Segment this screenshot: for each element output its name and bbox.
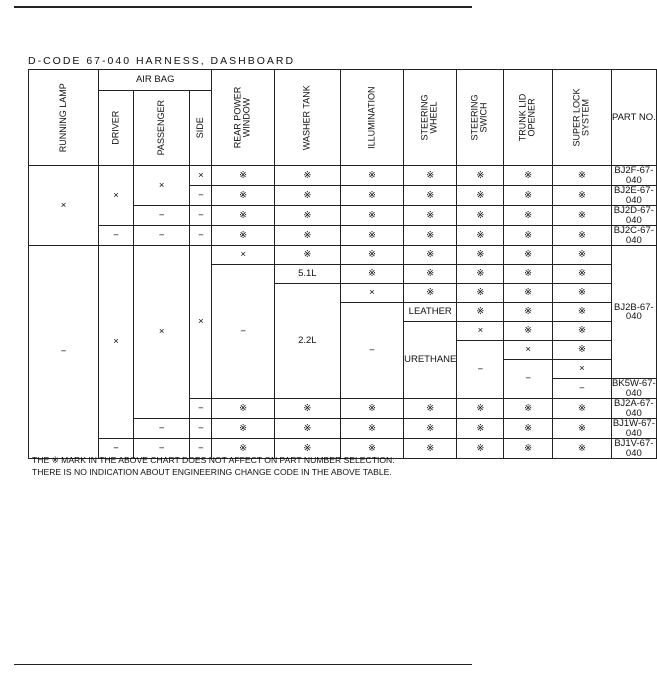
- cell-driver: −: [99, 439, 134, 459]
- cell-mark: ※: [457, 419, 504, 439]
- cell-mark: ※: [340, 186, 403, 206]
- cell-mark: ※: [404, 226, 457, 246]
- header-rear-power-window: REAR POWER WINDOW: [212, 70, 275, 166]
- cell-mark: ※: [340, 439, 403, 459]
- cell-running-lamp: −: [29, 246, 99, 459]
- bottom-rule: [14, 664, 472, 665]
- part-number: BJ1W-67-040: [612, 418, 655, 439]
- header-passenger: PASSENGER: [134, 91, 190, 166]
- cell-mark: ※: [212, 166, 275, 186]
- cell-mark: ※: [504, 265, 553, 284]
- part-number: BJ2C-67-040: [611, 226, 656, 246]
- header-steering-switch: STEERING SWICH: [457, 70, 504, 166]
- cell-mark: ※: [552, 246, 611, 265]
- cell-mark: ※: [274, 246, 340, 265]
- cell-mark: ※: [404, 284, 457, 303]
- cell-mark: ※: [212, 419, 275, 439]
- cell-mark: ※: [404, 265, 457, 284]
- header-washer-tank: WASHER TANK: [274, 70, 340, 166]
- cell-mark: ※: [404, 206, 457, 226]
- cell-mark: ※: [552, 166, 611, 186]
- part-number: BJ2E-67-040: [611, 186, 656, 206]
- cell-mark: ※: [274, 186, 340, 206]
- part-number: BJ2A-67-040: [611, 399, 656, 419]
- header-illumination: ILLUMINATION: [340, 70, 403, 166]
- cell-mark: ※: [504, 322, 553, 341]
- part-number: BJ2B-67-040: [611, 246, 656, 379]
- cell-side: −: [190, 419, 212, 439]
- cell-mark: ※: [404, 439, 457, 459]
- cell-mark: ※: [552, 419, 611, 439]
- cell-mark: ※: [457, 166, 504, 186]
- cell-mark: ※: [274, 399, 340, 419]
- cell-mark: ※: [552, 206, 611, 226]
- footnote-2: THERE IS NO INDICATION ABOUT ENGINEERING CHANGE CODE IN THE ABOVE TABLE.: [32, 467, 392, 477]
- cell-mark: ※: [504, 439, 553, 459]
- cell-mark: ※: [340, 166, 403, 186]
- cell-trunk-lid-opener: ×: [504, 341, 553, 360]
- cell-mark: ※: [212, 226, 275, 246]
- header-part-no: PART NO.: [611, 70, 656, 166]
- cell-mark: ※: [552, 303, 611, 322]
- cell-side: −: [190, 399, 212, 419]
- header-side: SIDE: [190, 91, 212, 166]
- cell-driver: ×: [99, 246, 134, 439]
- cell-mark: ※: [340, 265, 403, 284]
- cell-mark: ※: [457, 206, 504, 226]
- parts-table: [28, 69, 657, 459]
- cell-mark: ※: [212, 206, 275, 226]
- page-title: D-CODE 67-040 HARNESS, DASHBOARD: [28, 55, 296, 67]
- cell-mark: ※: [340, 246, 403, 265]
- header-steering-wheel: STEERING WHEEL: [404, 70, 457, 166]
- cell-mark: ※: [457, 226, 504, 246]
- cell-mark: ※: [504, 206, 553, 226]
- part-number: BK5W-67-040: [612, 378, 656, 399]
- header-air-bag: AIR BAG: [99, 70, 212, 91]
- cell-mark: ※: [504, 419, 553, 439]
- cell-passenger: ×: [134, 246, 190, 419]
- cell-mark: ※: [504, 186, 553, 206]
- cell-mark: ※: [504, 246, 553, 265]
- cell-mark: ※: [212, 186, 275, 206]
- cell-rear-power-window: −: [212, 265, 275, 399]
- cell-mark: ※: [504, 284, 553, 303]
- cell-side: −: [190, 186, 212, 206]
- cell-mark: ※: [212, 439, 275, 459]
- cell-driver: −: [99, 226, 134, 246]
- header-super-lock-system: SUPER LOCK SYSTEM: [552, 70, 611, 166]
- cell-passenger: −: [134, 419, 190, 439]
- cell-mark: ※: [552, 284, 611, 303]
- cell-mark: ※: [274, 419, 340, 439]
- cell-mark: ※: [404, 186, 457, 206]
- cell-illumination: ×: [340, 284, 403, 303]
- cell-trunk-lid-opener: −: [504, 360, 553, 399]
- cell-driver: ×: [99, 166, 134, 226]
- cell-mark: ※: [552, 439, 611, 459]
- cell-side: ×: [190, 246, 212, 399]
- cell-mark: ※: [504, 226, 553, 246]
- cell-mark: ※: [212, 399, 275, 419]
- cell-illumination: −: [340, 303, 403, 399]
- cell-mark: ※: [404, 399, 457, 419]
- cell-mark: ※: [340, 226, 403, 246]
- cell-steering-switch: −: [457, 341, 504, 399]
- cell-mark: ※: [552, 186, 611, 206]
- part-number: BJ2F-67-040: [611, 166, 656, 186]
- part-number: BJ1V-67-040: [611, 439, 656, 459]
- cell-steering-wheel: URETHANE: [404, 322, 457, 399]
- cell-mark: ※: [504, 303, 553, 322]
- cell-mark: ※: [457, 246, 504, 265]
- cell-mark: ※: [504, 399, 553, 419]
- cell-mark: ※: [404, 419, 457, 439]
- cell-mark: ※: [457, 265, 504, 284]
- cell-mark: ※: [552, 265, 611, 284]
- cell-mark: ※: [504, 166, 553, 186]
- cell-passenger: −: [134, 439, 190, 459]
- cell-mark: ※: [274, 206, 340, 226]
- top-rule: [14, 6, 472, 8]
- cell-mark: ※: [340, 419, 403, 439]
- cell-mark: ※: [552, 322, 611, 341]
- header-running-lamp: RUNNING LAMP: [29, 70, 99, 166]
- cell-rear-power-window: ×: [212, 246, 275, 265]
- cell-mark: ※: [552, 226, 611, 246]
- cell-mark: ※: [340, 399, 403, 419]
- header-trunk-lid-opener: TRUNK LID OPENER: [504, 70, 553, 166]
- cell-mark: ※: [340, 206, 403, 226]
- cell-mark: ※: [274, 226, 340, 246]
- cell-side: −: [190, 206, 212, 226]
- cell-mark: ※: [457, 284, 504, 303]
- cell-passenger: −: [134, 206, 190, 226]
- header-driver: DRIVER: [99, 91, 134, 166]
- cell-mark: ※: [274, 439, 340, 459]
- cell-mark: ※: [404, 246, 457, 265]
- cell-passenger: ×: [134, 166, 190, 206]
- cell-side: −: [190, 439, 212, 459]
- cell-washer-tank: 5.1L: [274, 265, 340, 284]
- cell-steering-wheel: LEATHER: [404, 303, 457, 322]
- cell-super-lock-system: ×: [552, 360, 611, 379]
- cell-mark: ※: [457, 399, 504, 419]
- cell-mark: ※: [457, 439, 504, 459]
- cell-mark: ※: [404, 166, 457, 186]
- cell-passenger: −: [134, 226, 190, 246]
- cell-side: ×: [190, 166, 212, 186]
- part-number: BJ2D-67-040: [611, 206, 656, 226]
- footnote-1: THE ※ MARK IN THE ABOVE CHART DOES NOT AFFECT ON PART NUMBER SELECTION.: [32, 455, 395, 465]
- cell-washer-tank: 2.2L: [274, 284, 340, 399]
- cell-mark: ※: [552, 399, 611, 419]
- cell-super-lock-system: −: [552, 379, 611, 399]
- cell-mark: ※: [552, 341, 611, 360]
- cell-running-lamp: ×: [29, 166, 99, 246]
- cell-steering-switch: ×: [457, 322, 504, 341]
- cell-mark: ※: [457, 303, 504, 322]
- cell-side: −: [190, 226, 212, 246]
- cell-mark: ※: [457, 186, 504, 206]
- cell-mark: ※: [274, 166, 340, 186]
